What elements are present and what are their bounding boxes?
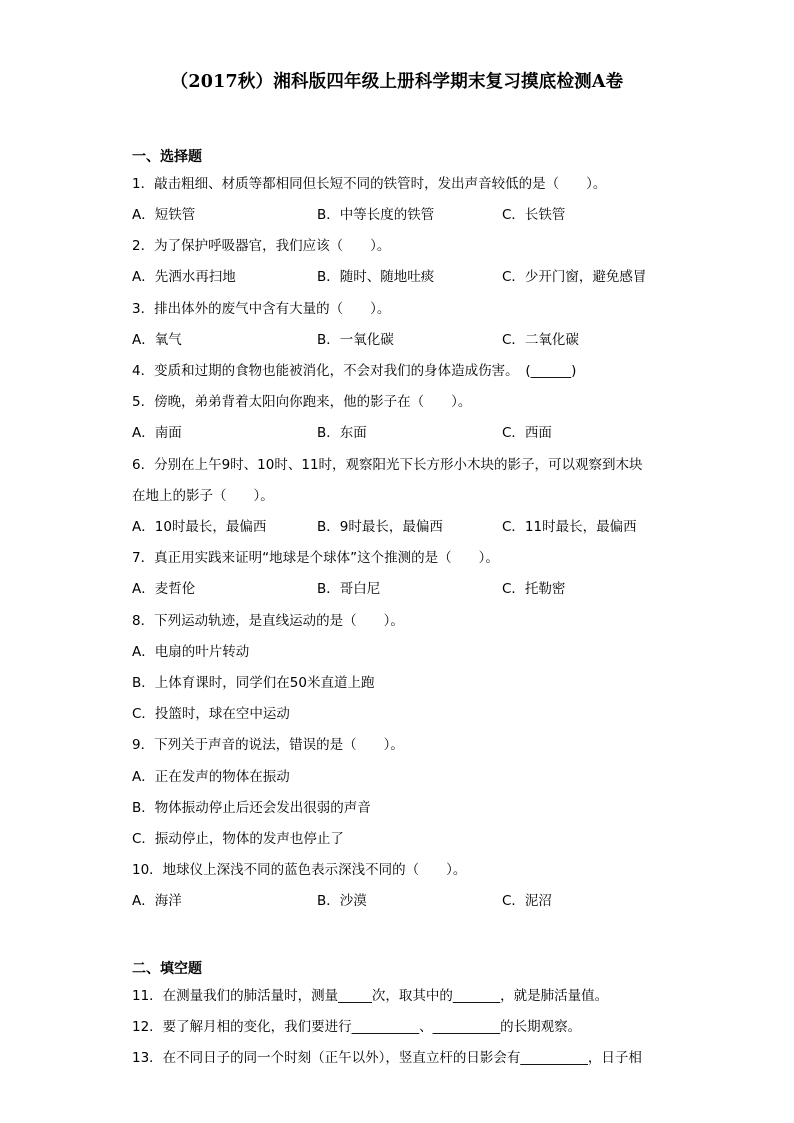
question-2: 2．为了保护呼吸器官，我们应该（ ）。 xyxy=(132,238,391,254)
option-c: C．二氧化碳 xyxy=(502,332,579,348)
question-11: 11．在测量我们的肺活量时，测量_____次，取其中的_______，就是肺活量值。 xyxy=(132,988,609,1004)
option-a: A．海洋 xyxy=(132,893,182,909)
option-a: A．10时最长，最偏西 xyxy=(132,519,267,535)
question-9-option-b: B．物体振动停止后还会发出很弱的声音 xyxy=(132,800,371,816)
option-b: B．一氧化碳 xyxy=(317,332,394,348)
question-8-option-a: A．电扇的叶片转动 xyxy=(132,644,250,660)
option-c: C．西面 xyxy=(502,425,552,441)
option-c: C．长铁管 xyxy=(502,207,566,223)
section-heading-fill: 二、填空题 xyxy=(132,961,202,977)
option-b: B．中等长度的铁管 xyxy=(317,207,435,223)
question-8-option-c: C．投篮时，球在空中运动 xyxy=(132,706,290,722)
question-4: 4．变质和过期的食物也能被消化，不会对我们的身体造成伤害。 (______) xyxy=(132,363,577,379)
question-9: 9．下列关于声音的说法，错误的是（ ）。 xyxy=(132,737,404,753)
option-a: A．先洒水再扫地 xyxy=(132,269,236,285)
option-b: B．随时、随地吐痰 xyxy=(317,269,435,285)
question-3: 3．排出体外的废气中含有大量的（ ）。 xyxy=(132,301,391,317)
question-10: 10．地球仪上深浅不同的蓝色表示深浅不同的（ ）。 xyxy=(132,862,467,878)
option-a: A．短铁管 xyxy=(132,207,196,223)
question-8-option-b: B．上体育课时，同学们在50米直道上跑 xyxy=(132,675,375,691)
question-6-line-2: 在地上的影子（ ）。 xyxy=(132,488,274,504)
question-13: 13．在不同日子的同一个时刻（正午以外），竖直立杆的日影会有__________，日子相 xyxy=(132,1050,642,1066)
option-c: C．少开门窗，避免感冒 xyxy=(502,269,647,285)
option-c: C．托勒密 xyxy=(502,581,566,597)
question-5: 5．傍晚，弟弟背着太阳向你跑来，他的影子在（ ）。 xyxy=(132,394,472,410)
option-b: B．东面 xyxy=(317,425,367,441)
option-b: B．9时最长，最偏西 xyxy=(317,519,443,535)
option-c: C．泥沼 xyxy=(502,893,552,909)
question-6-line-1: 6．分别在上午9时、10时、11时，观察阳光下长方形小木块的影子，可以观察到木块 xyxy=(132,457,643,473)
option-a: A．氧气 xyxy=(132,332,182,348)
option-b: B．哥白尼 xyxy=(317,581,381,597)
option-a: A．南面 xyxy=(132,425,182,441)
question-7: 7．真正用实践来证明“地球是个球体”这个推测的是（ ）。 xyxy=(132,550,499,566)
question-9-option-a: A．正在发声的物体在振动 xyxy=(132,769,290,785)
option-a: A．麦哲伦 xyxy=(132,581,196,597)
question-9-option-c: C．振动停止，物体的发声也停止了 xyxy=(132,831,344,847)
question-12: 12．要了解月相的变化，我们要进行__________、__________的长期观察。 xyxy=(132,1019,582,1035)
page-title: （2017秋）湘科版四年级上册科学期末复习摸底检测A卷 xyxy=(170,72,624,92)
question-8: 8．下列运动轨迹，是直线运动的是（ ）。 xyxy=(132,613,404,629)
section-heading-choice: 一、选择题 xyxy=(132,149,202,165)
option-b: B．沙漠 xyxy=(317,893,367,909)
option-c: C．11时最长，最偏西 xyxy=(502,519,637,535)
question-1: 1．敲击粗细、材质等都相同但长短不同的铁管时，发出声音较低的是（ ）。 xyxy=(132,176,607,192)
